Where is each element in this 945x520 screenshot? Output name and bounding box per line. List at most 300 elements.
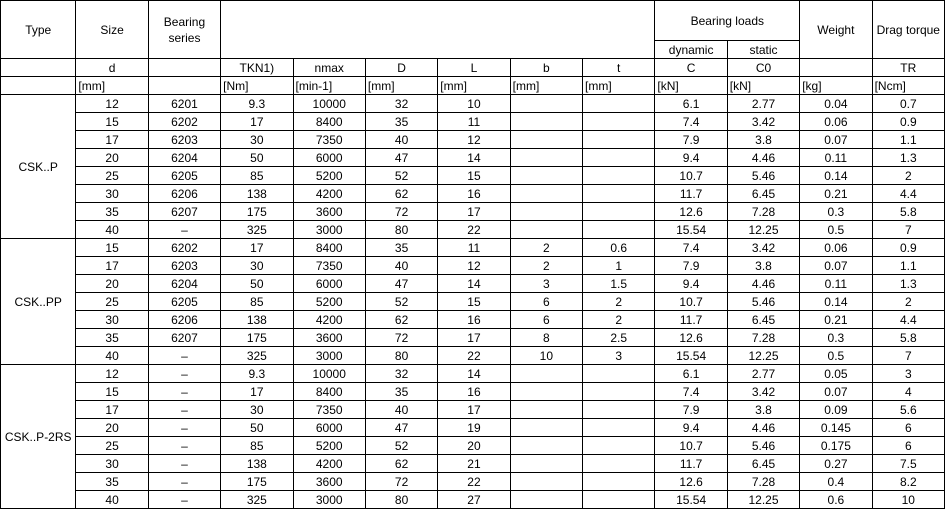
L-cell[interactable]: 11	[438, 239, 510, 257]
size-cell[interactable]: 17	[76, 401, 148, 419]
size-cell[interactable]: 20	[76, 275, 148, 293]
TR-cell[interactable]: 6	[872, 437, 944, 455]
nmax-cell[interactable]: 3000	[293, 347, 365, 365]
tkn-cell[interactable]: 30	[221, 257, 293, 275]
type-cell[interactable]: CSK..PP	[1, 239, 76, 365]
t-cell[interactable]	[583, 131, 655, 149]
weight-cell[interactable]: 0.175	[800, 437, 872, 455]
series-cell[interactable]: –	[148, 491, 220, 509]
weight-cell[interactable]: 0.07	[800, 257, 872, 275]
series-cell[interactable]: 6206	[148, 185, 220, 203]
C-cell[interactable]: 10.7	[655, 167, 727, 185]
L-cell[interactable]: 20	[438, 437, 510, 455]
D-cell[interactable]: 35	[365, 239, 437, 257]
b-cell[interactable]	[510, 185, 582, 203]
L-cell[interactable]: 16	[438, 185, 510, 203]
weight-cell[interactable]: 0.07	[800, 383, 872, 401]
d-header[interactable]: d	[76, 59, 148, 77]
C-cell[interactable]: 10.7	[655, 293, 727, 311]
b-cell[interactable]: 2	[510, 257, 582, 275]
D-cell[interactable]: 62	[365, 311, 437, 329]
tkn-header[interactable]: TKN1)	[221, 59, 293, 77]
b-cell[interactable]: 2	[510, 239, 582, 257]
nmax-cell[interactable]: 8400	[293, 239, 365, 257]
C0-cell[interactable]: 7.28	[727, 329, 799, 347]
tkn-cell[interactable]: 9.3	[221, 365, 293, 383]
dynamic-header[interactable]: dynamic	[655, 41, 727, 59]
b-cell[interactable]	[510, 149, 582, 167]
series-cell[interactable]: –	[148, 365, 220, 383]
C-cell[interactable]: 11.7	[655, 185, 727, 203]
C-cell[interactable]: 9.4	[655, 275, 727, 293]
series-cell[interactable]: 6201	[148, 95, 220, 113]
size-cell[interactable]: 35	[76, 203, 148, 221]
t-cell[interactable]	[583, 221, 655, 239]
t-cell[interactable]	[583, 491, 655, 509]
TR-cell[interactable]: 3	[872, 365, 944, 383]
D-cell[interactable]: 40	[365, 257, 437, 275]
bearing-loads-header[interactable]: Bearing loads	[655, 1, 800, 41]
t-cell[interactable]: 2	[583, 293, 655, 311]
D-cell[interactable]: 72	[365, 473, 437, 491]
TR-header[interactable]: TR	[872, 59, 944, 77]
D-cell[interactable]: 52	[365, 167, 437, 185]
L-cell[interactable]: 19	[438, 419, 510, 437]
C0-cell[interactable]: 5.46	[727, 293, 799, 311]
weight-symbol-cell[interactable]	[800, 59, 872, 77]
size-cell[interactable]: 40	[76, 491, 148, 509]
D-cell[interactable]: 62	[365, 455, 437, 473]
C-cell[interactable]: 15.54	[655, 221, 727, 239]
L-cell[interactable]: 14	[438, 275, 510, 293]
C-cell[interactable]: 7.4	[655, 239, 727, 257]
series-cell[interactable]: 6202	[148, 113, 220, 131]
C0-cell[interactable]: 3.42	[727, 113, 799, 131]
size-cell[interactable]: 30	[76, 455, 148, 473]
L-cell[interactable]: 14	[438, 365, 510, 383]
tkn-cell[interactable]: 325	[221, 221, 293, 239]
D-cell[interactable]: 35	[365, 113, 437, 131]
TR-cell[interactable]: 8.2	[872, 473, 944, 491]
series-cell[interactable]: 6206	[148, 311, 220, 329]
series-cell[interactable]: –	[148, 473, 220, 491]
C0-cell[interactable]: 3.8	[727, 257, 799, 275]
weight-cell[interactable]: 0.07	[800, 131, 872, 149]
C0-cell[interactable]: 7.28	[727, 203, 799, 221]
L-cell[interactable]: 14	[438, 149, 510, 167]
tkn-cell[interactable]: 9.3	[221, 95, 293, 113]
nmax-cell[interactable]: 7350	[293, 257, 365, 275]
static-header[interactable]: static	[727, 41, 799, 59]
weight-cell[interactable]: 0.06	[800, 113, 872, 131]
L-header[interactable]: L	[438, 59, 510, 77]
unit-D[interactable]: [mm]	[365, 77, 437, 95]
nmax-cell[interactable]: 6000	[293, 149, 365, 167]
L-cell[interactable]: 27	[438, 491, 510, 509]
C-cell[interactable]: 12.6	[655, 329, 727, 347]
TR-cell[interactable]: 0.9	[872, 113, 944, 131]
size-cell[interactable]: 25	[76, 167, 148, 185]
nmax-cell[interactable]: 5200	[293, 437, 365, 455]
L-cell[interactable]: 12	[438, 257, 510, 275]
b-cell[interactable]	[510, 419, 582, 437]
TR-cell[interactable]: 5.6	[872, 401, 944, 419]
weight-cell[interactable]: 0.14	[800, 293, 872, 311]
b-cell[interactable]	[510, 113, 582, 131]
series-cell[interactable]: 6205	[148, 293, 220, 311]
b-cell[interactable]	[510, 491, 582, 509]
C0-cell[interactable]: 4.46	[727, 275, 799, 293]
C-cell[interactable]: 11.7	[655, 311, 727, 329]
C-cell[interactable]: 12.6	[655, 473, 727, 491]
size-cell[interactable]: 17	[76, 257, 148, 275]
weight-cell[interactable]: 0.05	[800, 365, 872, 383]
b-cell[interactable]	[510, 131, 582, 149]
b-cell[interactable]: 10	[510, 347, 582, 365]
nmax-cell[interactable]: 5200	[293, 167, 365, 185]
tkn-cell[interactable]: 17	[221, 113, 293, 131]
t-cell[interactable]	[583, 401, 655, 419]
series-cell[interactable]: –	[148, 401, 220, 419]
weight-cell[interactable]: 0.6	[800, 491, 872, 509]
C0-cell[interactable]: 4.46	[727, 419, 799, 437]
t-cell[interactable]	[583, 203, 655, 221]
L-cell[interactable]: 22	[438, 347, 510, 365]
size-cell[interactable]: 40	[76, 347, 148, 365]
C-cell[interactable]: 6.1	[655, 95, 727, 113]
weight-cell[interactable]: 0.27	[800, 455, 872, 473]
series-cell[interactable]: –	[148, 221, 220, 239]
weight-cell[interactable]: 0.11	[800, 149, 872, 167]
unit-d[interactable]: [mm]	[76, 77, 148, 95]
weight-cell[interactable]: 0.5	[800, 347, 872, 365]
C0-cell[interactable]: 12.25	[727, 221, 799, 239]
unit-C0[interactable]: [kN]	[727, 77, 799, 95]
b-cell[interactable]	[510, 455, 582, 473]
TR-cell[interactable]: 1.1	[872, 257, 944, 275]
t-cell[interactable]	[583, 167, 655, 185]
unit-nmax[interactable]: [min-1]	[293, 77, 365, 95]
type-cell[interactable]: CSK..P-2RS	[1, 365, 76, 509]
TR-cell[interactable]: 5.8	[872, 329, 944, 347]
unit-tkn[interactable]: [Nm]	[221, 77, 293, 95]
TR-cell[interactable]: 10	[872, 491, 944, 509]
tkn-cell[interactable]: 17	[221, 383, 293, 401]
L-cell[interactable]: 12	[438, 131, 510, 149]
C0-cell[interactable]: 3.8	[727, 401, 799, 419]
D-cell[interactable]: 47	[365, 419, 437, 437]
D-cell[interactable]: 40	[365, 131, 437, 149]
weight-cell[interactable]: 0.09	[800, 401, 872, 419]
L-cell[interactable]: 17	[438, 329, 510, 347]
TR-cell[interactable]: 0.7	[872, 95, 944, 113]
nmax-cell[interactable]: 7350	[293, 131, 365, 149]
nmax-cell[interactable]: 3600	[293, 329, 365, 347]
tkn-cell[interactable]: 138	[221, 185, 293, 203]
unit-weight[interactable]: [kg]	[800, 77, 872, 95]
series-cell[interactable]: 6204	[148, 275, 220, 293]
nmax-cell[interactable]: 6000	[293, 275, 365, 293]
unit-t[interactable]: [mm]	[583, 77, 655, 95]
size-cell[interactable]: 30	[76, 185, 148, 203]
series-cell[interactable]: –	[148, 437, 220, 455]
C0-cell[interactable]: 5.46	[727, 437, 799, 455]
D-cell[interactable]: 80	[365, 221, 437, 239]
b-cell[interactable]	[510, 221, 582, 239]
b-cell[interactable]	[510, 401, 582, 419]
L-cell[interactable]: 17	[438, 203, 510, 221]
C0-cell[interactable]: 2.77	[727, 95, 799, 113]
t-cell[interactable]: 2.5	[583, 329, 655, 347]
D-cell[interactable]: 32	[365, 365, 437, 383]
t-cell[interactable]	[583, 185, 655, 203]
b-cell[interactable]: 6	[510, 311, 582, 329]
C0-cell[interactable]: 12.25	[727, 491, 799, 509]
tkn-cell[interactable]: 325	[221, 491, 293, 509]
C0-cell[interactable]: 7.28	[727, 473, 799, 491]
nmax-header[interactable]: nmax	[293, 59, 365, 77]
tkn-cell[interactable]: 50	[221, 275, 293, 293]
series-unit-cell[interactable]	[148, 77, 220, 95]
unit-b[interactable]: [mm]	[510, 77, 582, 95]
b-cell[interactable]: 8	[510, 329, 582, 347]
b-header[interactable]: b	[510, 59, 582, 77]
D-cell[interactable]: 35	[365, 383, 437, 401]
L-cell[interactable]: 10	[438, 95, 510, 113]
weight-cell[interactable]: 0.21	[800, 311, 872, 329]
t-cell[interactable]: 0.6	[583, 239, 655, 257]
size-cell[interactable]: 12	[76, 365, 148, 383]
nmax-cell[interactable]: 5200	[293, 293, 365, 311]
TR-cell[interactable]: 0.9	[872, 239, 944, 257]
D-header[interactable]: D	[365, 59, 437, 77]
nmax-cell[interactable]: 10000	[293, 365, 365, 383]
nmax-cell[interactable]: 7350	[293, 401, 365, 419]
size-cell[interactable]: 35	[76, 329, 148, 347]
TR-cell[interactable]: 4.4	[872, 185, 944, 203]
series-cell[interactable]: 6203	[148, 257, 220, 275]
b-cell[interactable]	[510, 167, 582, 185]
TR-cell[interactable]: 7.5	[872, 455, 944, 473]
D-cell[interactable]: 47	[365, 275, 437, 293]
weight-cell[interactable]: 0.04	[800, 95, 872, 113]
b-cell[interactable]: 3	[510, 275, 582, 293]
b-cell[interactable]	[510, 365, 582, 383]
t-cell[interactable]	[583, 383, 655, 401]
L-cell[interactable]: 21	[438, 455, 510, 473]
unit-TR[interactable]: [Ncm]	[872, 77, 944, 95]
tkn-cell[interactable]: 85	[221, 293, 293, 311]
t-cell[interactable]	[583, 473, 655, 491]
C0-header[interactable]: C0	[727, 59, 799, 77]
D-cell[interactable]: 62	[365, 185, 437, 203]
D-cell[interactable]: 52	[365, 293, 437, 311]
b-cell[interactable]	[510, 383, 582, 401]
series-cell[interactable]: 6205	[148, 167, 220, 185]
size-cell[interactable]: 15	[76, 383, 148, 401]
series-cell[interactable]: 6207	[148, 329, 220, 347]
TR-cell[interactable]: 4	[872, 383, 944, 401]
series-cell[interactable]: 6202	[148, 239, 220, 257]
tkn-cell[interactable]: 175	[221, 329, 293, 347]
b-cell[interactable]	[510, 473, 582, 491]
unit-C[interactable]: [kN]	[655, 77, 727, 95]
C0-cell[interactable]: 6.45	[727, 311, 799, 329]
t-cell[interactable]	[583, 113, 655, 131]
t-cell[interactable]	[583, 95, 655, 113]
nmax-cell[interactable]: 3000	[293, 491, 365, 509]
C-header[interactable]: C	[655, 59, 727, 77]
weight-cell[interactable]: 0.3	[800, 203, 872, 221]
type-header[interactable]: Type	[1, 1, 76, 59]
size-cell[interactable]: 15	[76, 113, 148, 131]
drag-torque-header[interactable]: Drag torque	[872, 1, 944, 59]
L-cell[interactable]: 15	[438, 167, 510, 185]
size-cell[interactable]: 15	[76, 239, 148, 257]
TR-cell[interactable]: 7	[872, 347, 944, 365]
tkn-cell[interactable]: 50	[221, 419, 293, 437]
size-cell[interactable]: 12	[76, 95, 148, 113]
nmax-cell[interactable]: 8400	[293, 383, 365, 401]
C-cell[interactable]: 9.4	[655, 149, 727, 167]
size-cell[interactable]: 17	[76, 131, 148, 149]
C0-cell[interactable]: 6.45	[727, 455, 799, 473]
C-cell[interactable]: 7.9	[655, 131, 727, 149]
bearing-series-header[interactable]: Bearing series	[148, 1, 220, 59]
weight-cell[interactable]: 0.3	[800, 329, 872, 347]
series-cell[interactable]: –	[148, 347, 220, 365]
C-cell[interactable]: 7.9	[655, 401, 727, 419]
C0-cell[interactable]: 2.77	[727, 365, 799, 383]
size-cell[interactable]: 20	[76, 149, 148, 167]
TR-cell[interactable]: 1.1	[872, 131, 944, 149]
b-cell[interactable]	[510, 95, 582, 113]
series-symbol-cell[interactable]	[148, 59, 220, 77]
weight-cell[interactable]: 0.5	[800, 221, 872, 239]
weight-cell[interactable]: 0.14	[800, 167, 872, 185]
b-cell[interactable]: 6	[510, 293, 582, 311]
TR-cell[interactable]: 1.3	[872, 275, 944, 293]
tkn-cell[interactable]: 50	[221, 149, 293, 167]
tkn-cell[interactable]: 175	[221, 203, 293, 221]
C0-cell[interactable]: 6.45	[727, 185, 799, 203]
TR-cell[interactable]: 2	[872, 293, 944, 311]
tkn-cell[interactable]: 30	[221, 401, 293, 419]
unit-L[interactable]: [mm]	[438, 77, 510, 95]
t-cell[interactable]: 1.5	[583, 275, 655, 293]
C-cell[interactable]: 12.6	[655, 203, 727, 221]
tkn-cell[interactable]: 30	[221, 131, 293, 149]
C-cell[interactable]: 7.4	[655, 113, 727, 131]
nmax-cell[interactable]: 10000	[293, 95, 365, 113]
C0-cell[interactable]: 5.46	[727, 167, 799, 185]
type-symbol-cell[interactable]	[1, 59, 76, 77]
tkn-cell[interactable]: 17	[221, 239, 293, 257]
type-cell[interactable]: CSK..P	[1, 95, 76, 239]
tkn-cell[interactable]: 85	[221, 437, 293, 455]
nmax-cell[interactable]: 8400	[293, 113, 365, 131]
t-cell[interactable]	[583, 419, 655, 437]
series-cell[interactable]: –	[148, 419, 220, 437]
C0-cell[interactable]: 12.25	[727, 347, 799, 365]
C-cell[interactable]: 11.7	[655, 455, 727, 473]
series-cell[interactable]: –	[148, 383, 220, 401]
weight-header[interactable]: Weight	[800, 1, 872, 59]
L-cell[interactable]: 16	[438, 311, 510, 329]
weight-cell[interactable]: 0.4	[800, 473, 872, 491]
series-cell[interactable]: 6204	[148, 149, 220, 167]
L-cell[interactable]: 22	[438, 473, 510, 491]
L-cell[interactable]: 15	[438, 293, 510, 311]
C-cell[interactable]: 10.7	[655, 437, 727, 455]
nmax-cell[interactable]: 4200	[293, 185, 365, 203]
type-unit-cell[interactable]	[1, 77, 76, 95]
TR-cell[interactable]: 6	[872, 419, 944, 437]
C-cell[interactable]: 7.9	[655, 257, 727, 275]
C0-cell[interactable]: 3.8	[727, 131, 799, 149]
nmax-cell[interactable]: 4200	[293, 311, 365, 329]
size-cell[interactable]: 35	[76, 473, 148, 491]
tkn-cell[interactable]: 85	[221, 167, 293, 185]
weight-cell[interactable]: 0.06	[800, 239, 872, 257]
D-cell[interactable]: 80	[365, 347, 437, 365]
t-cell[interactable]: 3	[583, 347, 655, 365]
series-cell[interactable]: 6203	[148, 131, 220, 149]
tkn-cell[interactable]: 325	[221, 347, 293, 365]
D-cell[interactable]: 47	[365, 149, 437, 167]
C-cell[interactable]: 6.1	[655, 365, 727, 383]
C-cell[interactable]: 15.54	[655, 347, 727, 365]
C-cell[interactable]: 9.4	[655, 419, 727, 437]
L-cell[interactable]: 16	[438, 383, 510, 401]
size-cell[interactable]: 20	[76, 419, 148, 437]
series-cell[interactable]: –	[148, 455, 220, 473]
t-cell[interactable]: 2	[583, 311, 655, 329]
t-cell[interactable]	[583, 455, 655, 473]
C-cell[interactable]: 15.54	[655, 491, 727, 509]
t-cell[interactable]	[583, 365, 655, 383]
weight-cell[interactable]: 0.145	[800, 419, 872, 437]
t-cell[interactable]	[583, 437, 655, 455]
size-cell[interactable]: 30	[76, 311, 148, 329]
C-cell[interactable]: 7.4	[655, 383, 727, 401]
D-cell[interactable]: 32	[365, 95, 437, 113]
nmax-cell[interactable]: 3600	[293, 473, 365, 491]
TR-cell[interactable]: 4.4	[872, 311, 944, 329]
D-cell[interactable]: 72	[365, 203, 437, 221]
D-cell[interactable]: 80	[365, 491, 437, 509]
TR-cell[interactable]: 1.3	[872, 149, 944, 167]
C0-cell[interactable]: 3.42	[727, 239, 799, 257]
tkn-cell[interactable]: 175	[221, 473, 293, 491]
TR-cell[interactable]: 5.8	[872, 203, 944, 221]
tkn-cell[interactable]: 138	[221, 455, 293, 473]
C0-cell[interactable]: 3.42	[727, 383, 799, 401]
D-cell[interactable]: 52	[365, 437, 437, 455]
t-header[interactable]: t	[583, 59, 655, 77]
C0-cell[interactable]: 4.46	[727, 149, 799, 167]
weight-cell[interactable]: 0.11	[800, 275, 872, 293]
b-cell[interactable]	[510, 437, 582, 455]
TR-cell[interactable]: 7	[872, 221, 944, 239]
nmax-cell[interactable]: 6000	[293, 419, 365, 437]
nmax-cell[interactable]: 4200	[293, 455, 365, 473]
nmax-cell[interactable]: 3000	[293, 221, 365, 239]
D-cell[interactable]: 72	[365, 329, 437, 347]
t-cell[interactable]: 1	[583, 257, 655, 275]
nmax-cell[interactable]: 3600	[293, 203, 365, 221]
t-cell[interactable]	[583, 149, 655, 167]
